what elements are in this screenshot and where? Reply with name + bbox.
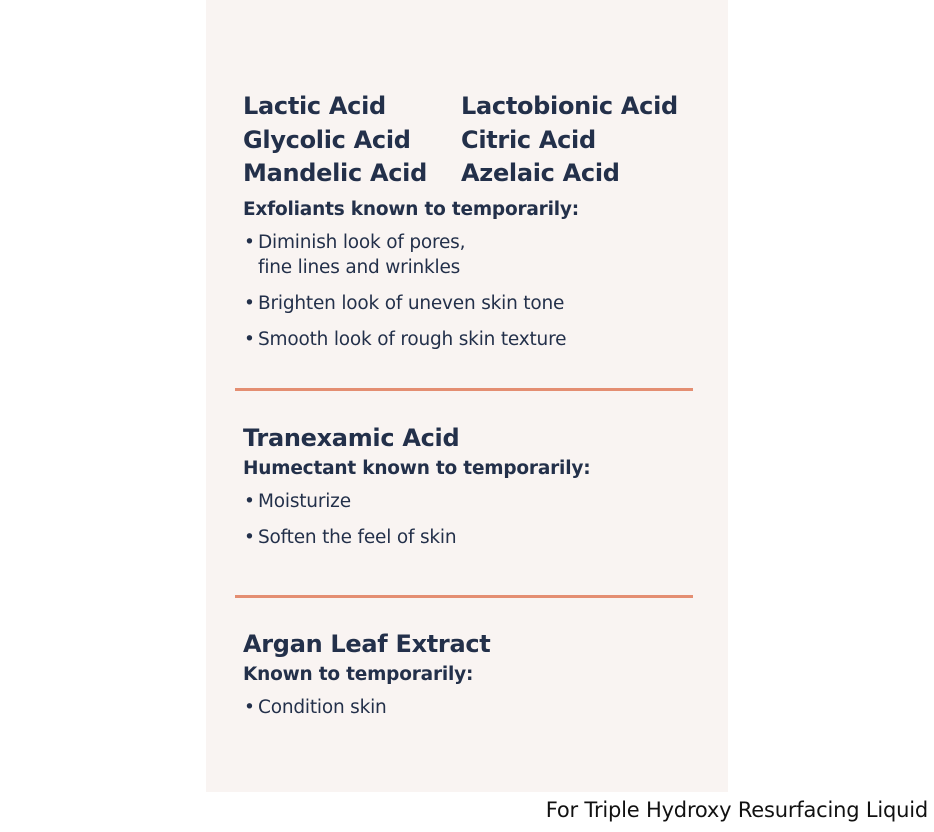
bullet-icon: • (244, 697, 255, 718)
bullet-icon: • (244, 329, 255, 350)
exfoliants-benefits-list (243, 230, 693, 352)
tranexamic-heading: Tranexamic Acid (243, 424, 460, 452)
acid-lactic: Lactic Acid (243, 92, 386, 120)
acid-glycolic: Glycolic Acid (243, 125, 411, 154)
tranexamic-subheading: Humectant known to temporarily: (243, 458, 591, 479)
bullet-icon: • (244, 293, 255, 314)
bullet-icon: • (244, 491, 255, 512)
bullet-icon: • (244, 232, 255, 253)
benefit-text: Smooth look of rough skin texture (258, 329, 567, 350)
benefit-text: Moisturize (258, 491, 351, 512)
argan-subheading: Known to temporarily: (243, 664, 474, 685)
benefit-text: Condition skin (258, 697, 387, 718)
tranexamic-benefits-list (243, 489, 693, 550)
benefit-text: Diminish look of pores, (258, 232, 466, 253)
exfoliants-subheading: Exfoliants known to temporarily: (243, 199, 579, 220)
product-caption: For Triple Hydroxy Resurfacing Liquid (545, 798, 928, 822)
list-item (243, 695, 693, 720)
section-divider (235, 388, 693, 391)
list-item (243, 327, 693, 352)
acid-azelaic: Azelaic Acid (461, 159, 620, 187)
list-item (243, 525, 693, 550)
list-item (243, 230, 693, 280)
benefit-text: Brighten look of uneven skin tone (258, 293, 565, 314)
section-divider (235, 595, 693, 598)
exfoliants-section (243, 199, 693, 352)
argan-heading: Argan Leaf Extract (243, 630, 491, 658)
argan-benefits-list (243, 695, 693, 720)
acid-lactobionic: Lactobionic Acid (461, 92, 678, 120)
list-item (243, 489, 693, 514)
acid-mandelic: Mandelic Acid (243, 159, 427, 187)
acid-list (243, 90, 701, 191)
bullet-icon: • (244, 527, 255, 548)
argan-section (243, 630, 693, 720)
tranexamic-section (243, 424, 693, 550)
benefit-text: Soften the feel of skin (258, 527, 457, 548)
benefit-text-continued: fine lines and wrinkles (258, 257, 461, 278)
list-item (243, 291, 693, 316)
acid-citric: Citric Acid (461, 125, 596, 154)
